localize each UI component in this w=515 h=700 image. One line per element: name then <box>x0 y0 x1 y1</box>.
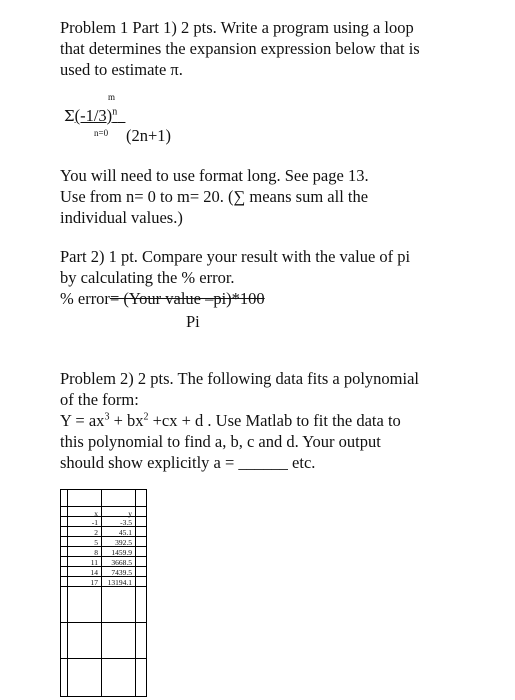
instruction-line-2: Use from n= 0 to m= 20. (∑ means sum all the <box>60 187 369 206</box>
instruction-line-3: individual values.) <box>60 208 183 227</box>
problem1-line-3: used to estimate π. <box>60 60 183 79</box>
instruction-line-1: You will need to use format long. See page 13. <box>60 166 369 185</box>
table-cell-y: -3.5 <box>120 518 132 527</box>
problem1-line-2: that determines the expansion expression below that is <box>60 39 420 58</box>
numerator-base: (-1/3) <box>74 106 113 125</box>
table-cell-x: 17 <box>90 578 98 587</box>
table-header-x: x <box>94 509 98 518</box>
table-cell-y: 13194.1 <box>107 578 132 587</box>
table-cell-y: 392.5 <box>115 538 132 547</box>
error-formula <box>60 289 265 309</box>
data-table <box>60 489 147 697</box>
table-cell-y: 45.1 <box>118 528 132 537</box>
problem1-line-1: Problem 1 Part 1) 2 pts. Write a program using a loop <box>60 18 414 37</box>
part2-line-2: by calculating the % error. <box>60 268 235 287</box>
sum-lower-limit: n=0 <box>94 128 109 138</box>
table-header-y: y <box>128 509 132 518</box>
error-formula-numerator: = (Your value –pi)*100 <box>109 289 265 308</box>
table-cell-x: 11 <box>90 558 98 567</box>
table-header-divider <box>61 506 146 507</box>
table-cell-y: 3668.5 <box>111 558 132 567</box>
error-denominator: Pi <box>186 312 200 331</box>
part2-line-1: Part 2) 1 pt. Compare your result with the value of pi <box>60 247 411 266</box>
problem2-line-4: should show explicitly a = ______ etc. <box>60 453 316 472</box>
table-cell-x: 5 <box>94 538 98 547</box>
formula-denominator: (2n+1) <box>126 126 172 145</box>
equation-exponent-2: 2 <box>143 411 149 423</box>
table-cell-x: 14 <box>90 568 98 577</box>
sigma-symbol: Σ <box>64 107 75 125</box>
sum-numerator <box>64 106 125 126</box>
equation-part-2: + bx <box>109 411 144 430</box>
numerator-underlined <box>75 106 126 125</box>
table-cell-y: 7439.5 <box>111 568 132 577</box>
table-inner-right-border <box>135 490 136 696</box>
equation-part-1: Y = ax <box>60 411 105 430</box>
table-cell-x: -1 <box>91 518 98 527</box>
table-row-divider <box>61 622 146 623</box>
numerator-exponent: n <box>112 106 118 118</box>
table-row-divider <box>61 658 146 659</box>
table-cell-y: 1459.9 <box>111 548 132 557</box>
problem2-line-3: this polynomial to find a, b, c and d. Your output <box>60 432 381 451</box>
table-cell-x: 8 <box>94 548 98 557</box>
polynomial-equation <box>60 411 401 431</box>
table-cell-x: 2 <box>94 528 98 537</box>
problem2-line-2: of the form: <box>60 390 139 409</box>
equation-part-3: +cx + d . Use Matlab to fit the data to <box>148 411 401 430</box>
problem2-line-1: Problem 2) 2 pts. The following data fits a polynomial <box>60 369 419 388</box>
error-prefix: % error <box>60 289 110 308</box>
equation-exponent-3: 3 <box>104 411 110 423</box>
sum-upper-limit: m <box>108 92 116 102</box>
